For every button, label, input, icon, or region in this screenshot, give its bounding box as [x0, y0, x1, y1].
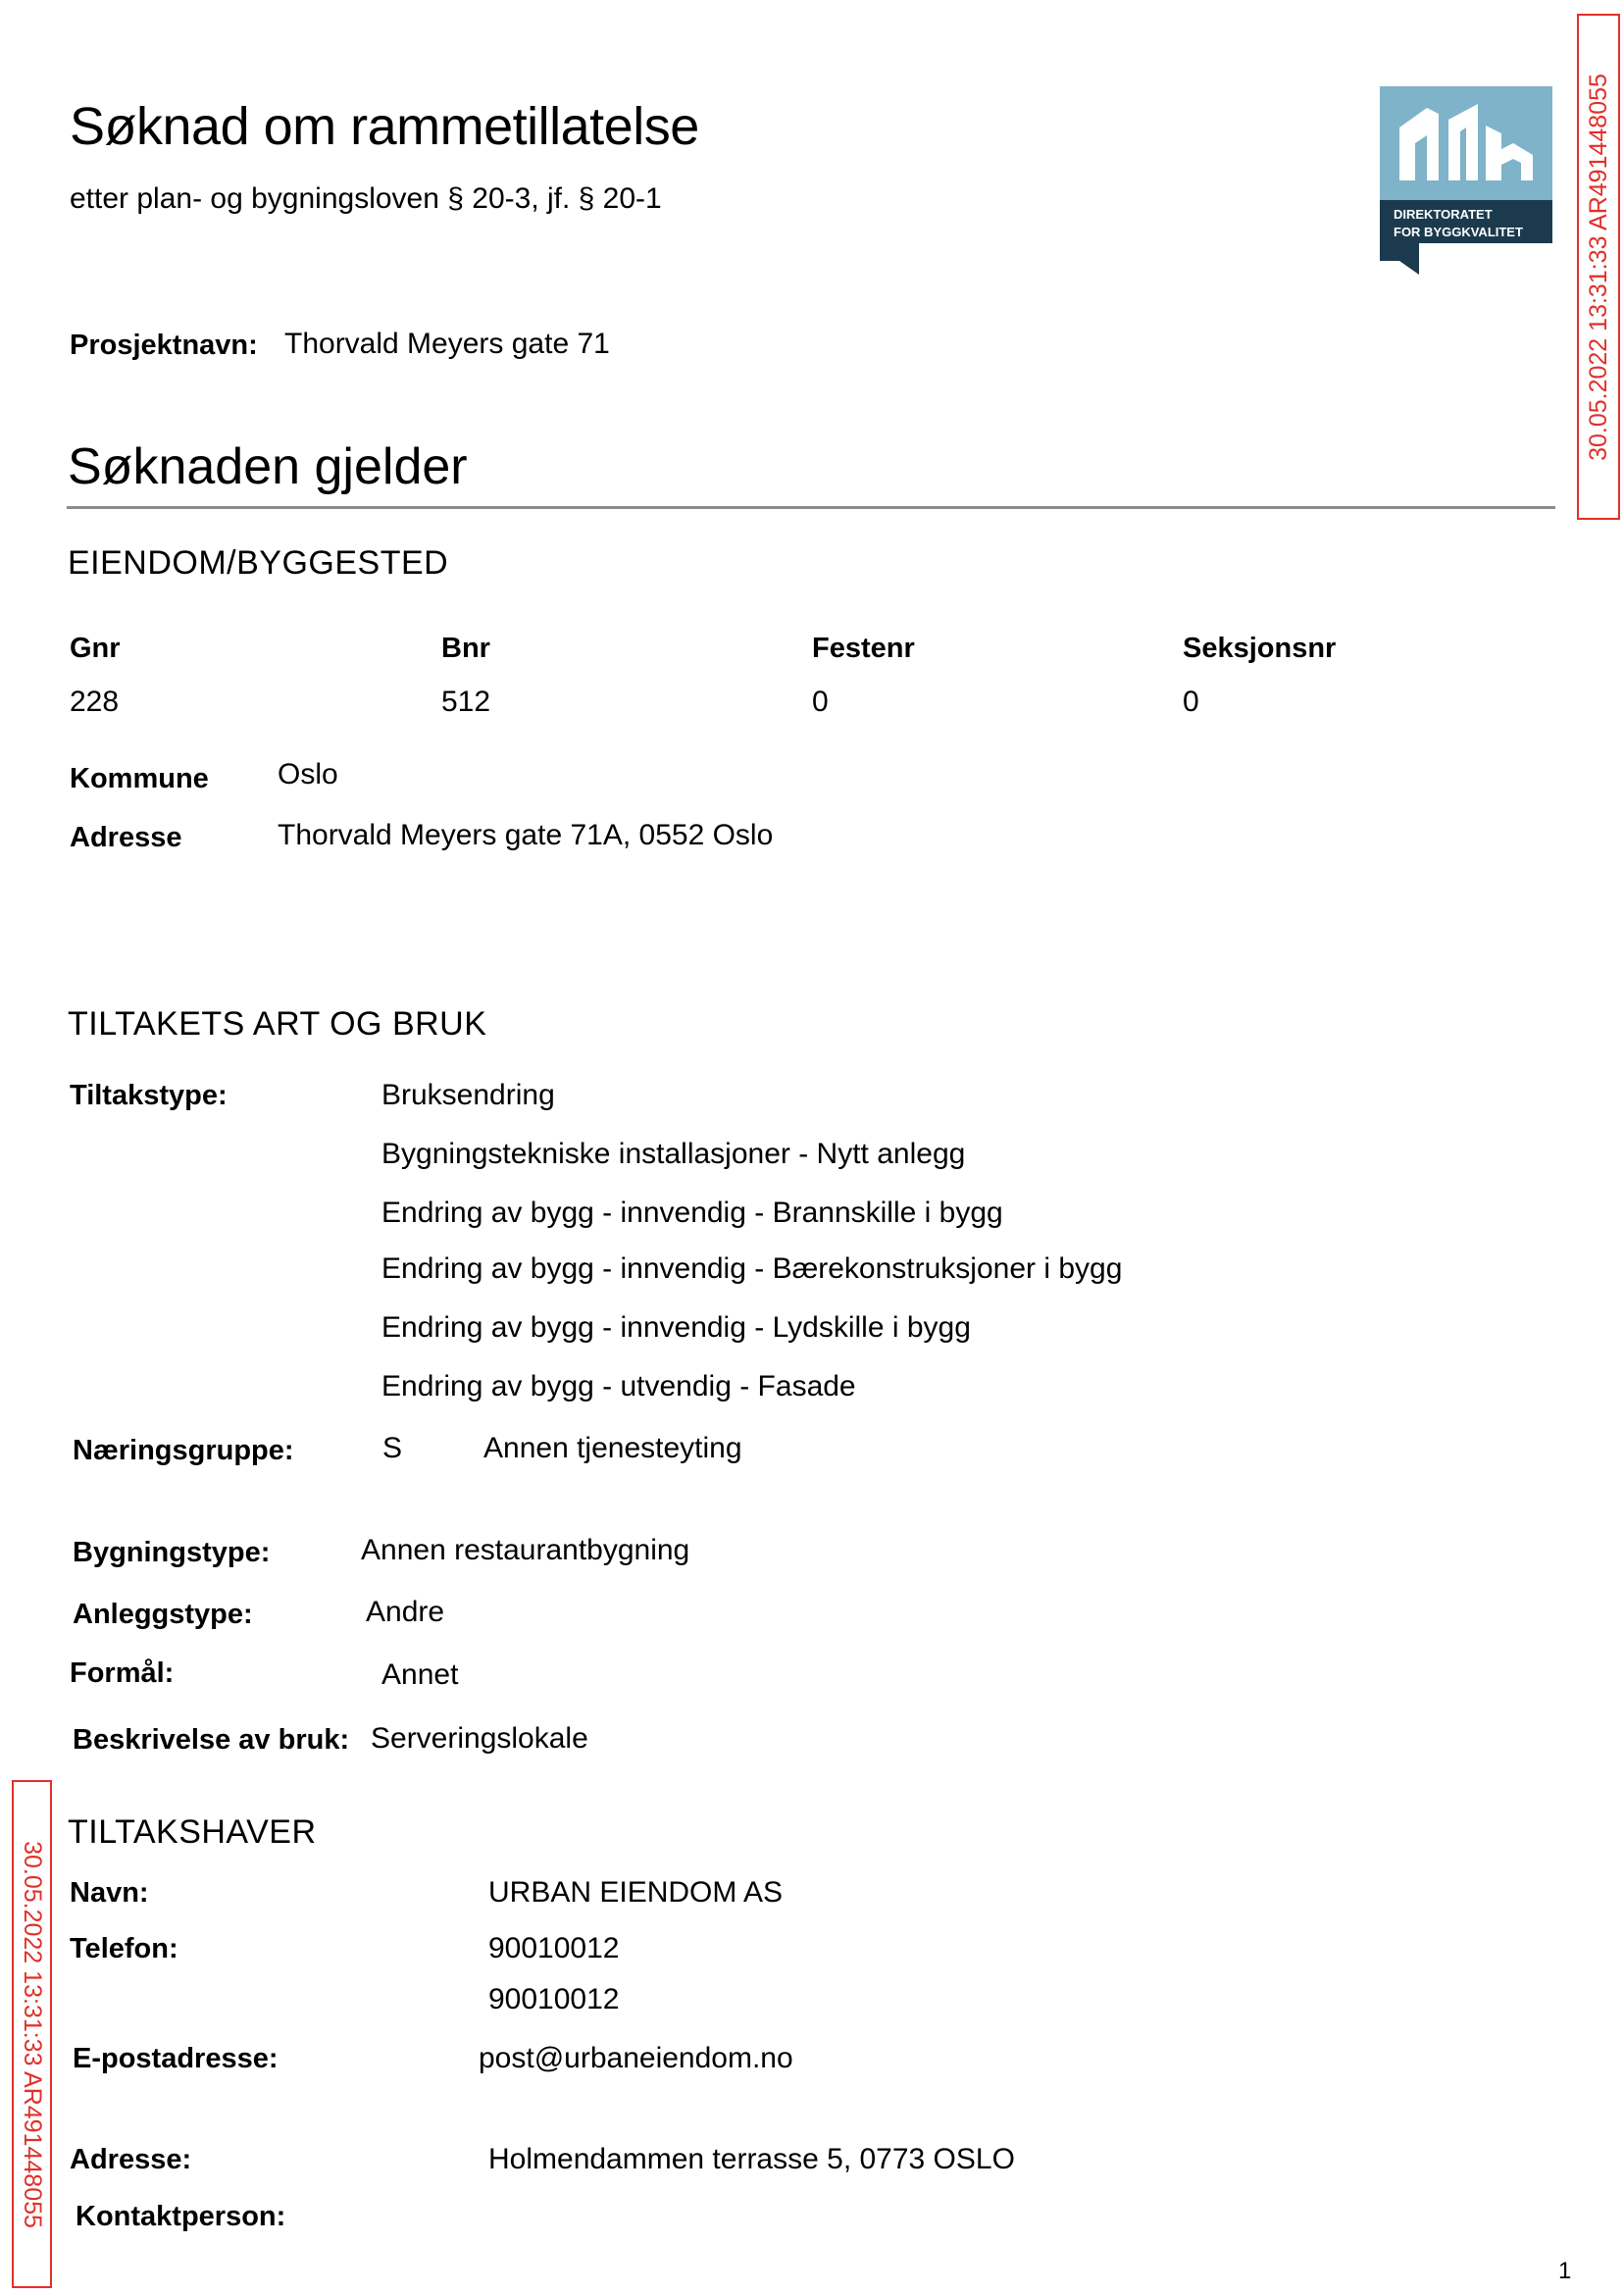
- property-heading: EIENDOM/BYGGESTED: [68, 544, 449, 582]
- kommune-label: Kommune: [70, 763, 209, 794]
- seksjonsnr-label: Seksjonsnr: [1183, 633, 1337, 664]
- seksjonsnr-value: 0: [1183, 686, 1199, 718]
- date-stamp-top-text: 30.05.2022 13:31:33 AR491448055: [1584, 73, 1612, 461]
- formal-value: Annet: [381, 1658, 459, 1691]
- project-value: Thorvald Meyers gate 71: [284, 328, 610, 360]
- kommune-value: Oslo: [278, 758, 338, 790]
- formal-label: Formål:: [70, 1657, 175, 1689]
- telefon-label: Telefon:: [70, 1933, 178, 1964]
- anleggstype-value: Andre: [366, 1596, 445, 1628]
- page-title: Søknad om rammetillatelse: [70, 97, 699, 156]
- tiltakstype-item: Endring av bygg - innvendig - Bærekonstruksjoner i bygg: [381, 1252, 1123, 1285]
- telefon-value: 90010012: [488, 1932, 620, 1964]
- anleggstype-label: Anleggstype:: [73, 1599, 253, 1630]
- beskrivelse-value: Serveringslokale: [371, 1722, 588, 1755]
- tiltakshaver-adresse-label: Adresse:: [70, 2144, 192, 2175]
- tiltakstype-label: Tiltakstype:: [70, 1080, 228, 1111]
- section-divider: [67, 506, 1555, 509]
- naering-value: Annen tjenesteyting: [483, 1432, 742, 1464]
- tiltakstype-item: Endring av bygg - innvendig - Lydskille i bygg: [381, 1311, 971, 1344]
- kontaktperson-label: Kontaktperson:: [76, 2201, 286, 2232]
- navn-label: Navn:: [70, 1877, 149, 1909]
- project-label: Prosjektnavn:: [70, 330, 258, 361]
- naering-code: S: [382, 1432, 403, 1464]
- navn-value: URBAN EIENDOM AS: [488, 1876, 784, 1909]
- epost-value: post@urbaneiendom.no: [479, 2042, 793, 2074]
- page-subtitle: etter plan- og bygningsloven § 20-3, jf. § 20-1: [70, 182, 662, 215]
- bygningstype-label: Bygningstype:: [73, 1537, 271, 1568]
- date-stamp-left: [12, 1780, 52, 2288]
- tiltakshaver-adresse-value: Holmendammen terrasse 5, 0773 OSLO: [488, 2143, 1015, 2175]
- page-number: 1: [1558, 2258, 1572, 2284]
- naering-label: Næringsgruppe:: [73, 1435, 294, 1466]
- tiltakstype-item: Bruksendring: [381, 1079, 555, 1111]
- logo-line-1: DIREKTORATET: [1394, 207, 1493, 222]
- logo-line-2: FOR BYGGKVALITET: [1394, 225, 1523, 239]
- gnr-value: 228: [70, 686, 120, 718]
- festenr-label: Festenr: [812, 633, 915, 664]
- dibk-logo: [1380, 86, 1552, 275]
- bygningstype-value: Annen restaurantbygning: [361, 1534, 690, 1566]
- date-stamp-left-text: 30.05.2022 13:31:33 AR491448055: [19, 1840, 46, 2228]
- bnr-value: 512: [441, 686, 491, 718]
- festenr-value: 0: [812, 686, 829, 718]
- telefon-value: 90010012: [488, 1983, 620, 2015]
- tiltakstype-item: Endring av bygg - utvendig - Fasade: [381, 1370, 856, 1402]
- tiltakshaver-heading: TILTAKSHAVER: [68, 1813, 317, 1851]
- adresse-value: Thorvald Meyers gate 71A, 0552 Oslo: [278, 819, 774, 851]
- gnr-label: Gnr: [70, 633, 121, 664]
- beskrivelse-label: Beskrivelse av bruk:: [73, 1724, 350, 1756]
- adresse-label: Adresse: [70, 822, 182, 853]
- bnr-label: Bnr: [441, 633, 490, 664]
- tiltakstype-item: Bygningstekniske installasjoner - Nytt anlegg: [381, 1138, 966, 1170]
- date-stamp-top: [1577, 14, 1620, 520]
- tiltak-heading: TILTAKETS ART OG BRUK: [68, 1005, 487, 1043]
- section-title: Søknaden gjelder: [68, 438, 468, 495]
- epost-label: E-postadresse:: [73, 2043, 279, 2074]
- tiltakstype-item: Endring av bygg - innvendig - Brannskille i bygg: [381, 1197, 1003, 1229]
